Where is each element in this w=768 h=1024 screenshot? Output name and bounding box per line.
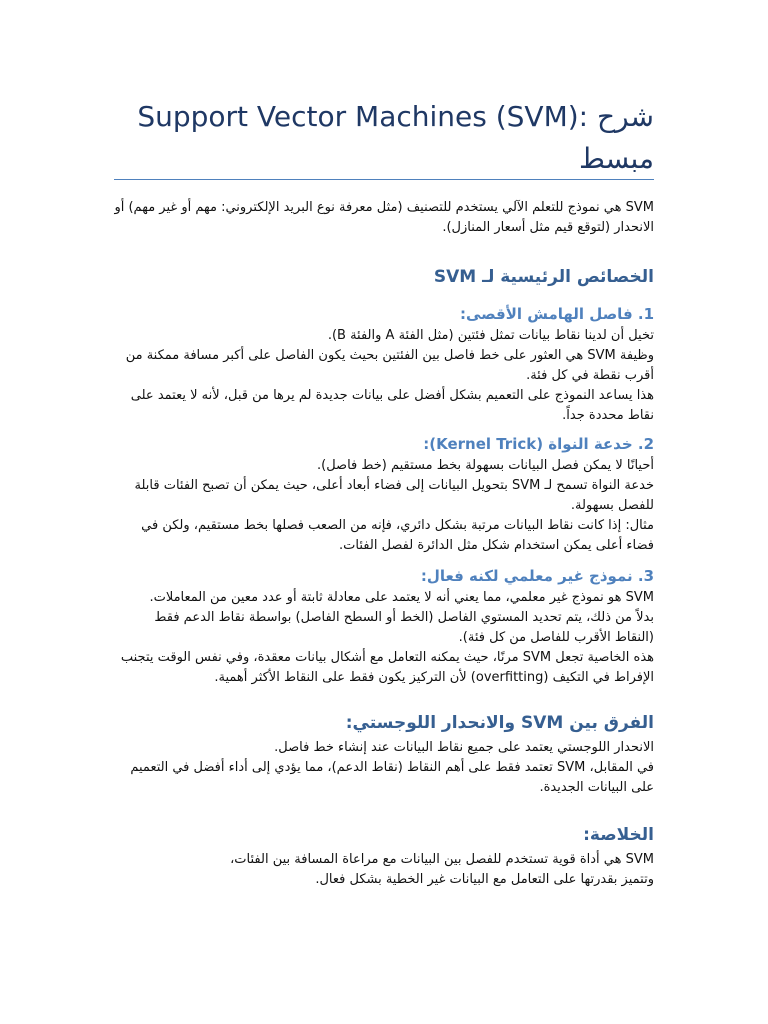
summary-heading: الخلاصة: bbox=[583, 825, 654, 845]
section2-line: خدعة النواة تسمح لـ SVM بتحويل البيانات إلى فضاء أبعاد أعلى، حيث يمكن أن تصبح الفئات قابلة للفصل بسهولة. bbox=[134, 478, 654, 513]
intro-paragraph: SVM هي نموذج للتعلم الآلي يستخدم للتصنيف (مثل معرفة نوع البريد الإلكتروني: مهم أو غير مهم) أو الانحدار (لتوقع قيم مثل أسعار المنازل). bbox=[114, 200, 654, 235]
summary-line: SVM هي أداة قوية تستخدم للفصل بين البيانات مع مراعاة المسافة بين الفئات، bbox=[230, 852, 654, 867]
section1-body bbox=[114, 326, 654, 426]
section2-heading: 2. خدعة النواة (Kernel Trick): bbox=[423, 435, 654, 453]
section2-line: أحيانًا لا يمكن فصل البيانات بسهولة بخط مستقيم (خط فاصل). bbox=[316, 458, 654, 473]
section3-line: هذه الخاصية تجعل SVM مرنًا، حيث يمكنه التعامل مع أشكال بيانات معقدة، وفي نفس الوقت يتجنب الإفراط في التكيف (overfitting) لأن التركيز يكون فقط على النقاط الأكثر أهمية. bbox=[120, 650, 654, 685]
section3-line: SVM هو نموذج غير معلمي، مما يعني أنه لا يعتمد على معادلة ثابتة أو عدد معين من المعاملات. bbox=[149, 590, 654, 605]
section1-line: هذا يساعد النموذج على التعميم بشكل أفضل على بيانات جديدة لم يرها من قبل، لأنه لا يعتمد على نقاط محددة جداً. bbox=[130, 388, 654, 423]
document-title: شرح :Support Vector Machines (SVM) مبسط bbox=[137, 100, 654, 175]
summary-body bbox=[114, 850, 654, 890]
difference-line: في المقابل، SVM تعتمد فقط على أهم النقاط (نقاط الدعم)، مما يؤدي إلى أداء أفضل في التعميم على البيانات الجديدة. bbox=[130, 760, 654, 795]
difference-heading: الفرق بين SVM والانحدار اللوجستي: bbox=[345, 713, 654, 733]
difference-line: الانحدار اللوجستي يعتمد على جميع نقاط البيانات عند إنشاء خط فاصل. bbox=[274, 740, 654, 755]
section3-heading: 3. نموذج غير معلمي لكنه فعال: bbox=[420, 567, 654, 585]
difference-body bbox=[114, 738, 654, 798]
section1-heading: 1. فاصل الهامش الأقصى: bbox=[459, 305, 654, 323]
section3-body bbox=[114, 588, 654, 688]
section2-body bbox=[114, 456, 654, 556]
summary-line: وتتميز بقدرتها على التعامل مع البيانات غير الخطية بشكل فعال. bbox=[315, 872, 654, 887]
section3-line: بدلاً من ذلك، يتم تحديد المستوي الفاصل (الخط أو السطح الفاصل) بواسطة نقاط الدعم فقط (النقاط الأقرب للفاصل من كل فئة). bbox=[154, 610, 654, 645]
section1-line: وظيفة SVM هي العثور على خط فاصل بين الفئتين بحيث يكون الفاصل على أكبر مسافة ممكنة من أقرب نقطة في كل فئة. bbox=[125, 348, 654, 383]
section1-line: تخيل أن لدينا نقاط بيانات تمثل فئتين (مثل الفئة A والفئة B). bbox=[327, 328, 654, 343]
title-underline bbox=[114, 179, 654, 180]
features-heading: الخصائص الرئيسية لـ SVM bbox=[433, 267, 654, 287]
section2-line: مثال: إذا كانت نقاط البيانات مرتبة بشكل دائري، فإنه من الصعب فصلها بخط مستقيم، ولكن في فضاء أعلى يمكن استخدام شكل مثل الدائرة لفصل الفئات. bbox=[141, 518, 654, 553]
